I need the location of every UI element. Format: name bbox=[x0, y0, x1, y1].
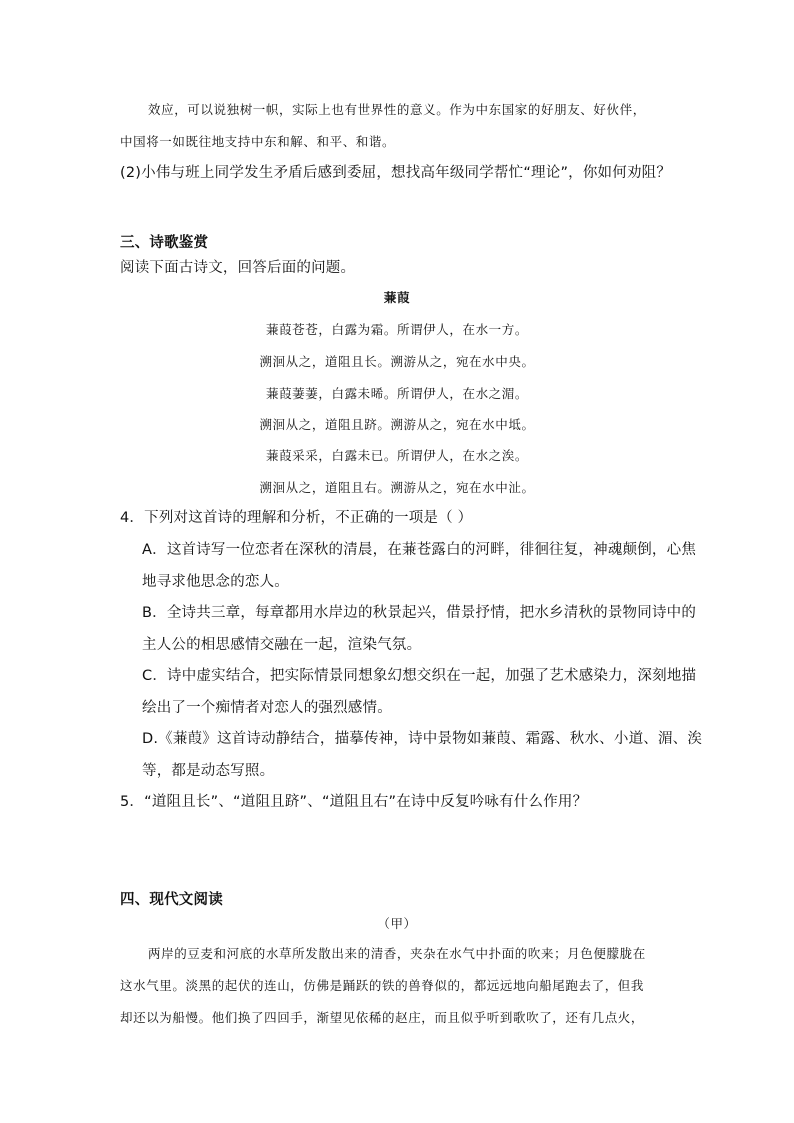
question-5: 5．“道阻且长”、“道阻且跻”、“道阻且右”在诗中反复吟咏有什么作用？ bbox=[120, 794, 588, 810]
section-heading-poetry: 三、诗歌鉴赏 bbox=[120, 235, 209, 251]
passage-label: （甲） bbox=[377, 916, 417, 931]
poem-title: 蒹葭 bbox=[383, 290, 411, 305]
option-c: C．诗中虚实结合，把实际情景同想象幻想交织在一起，加强了艺术感染力，深刻地描 bbox=[142, 668, 697, 684]
poem-line: 蒹葭苍苍，白露为霜。所谓伊人，在水一方。 bbox=[265, 322, 528, 337]
poem-line: 溯洄从之，道阻且右。溯游从之，宛在水中沚。 bbox=[259, 480, 535, 495]
passage-line: 却还以为船慢。他们换了四回手，渐望见依稀的赵庄，而且似乎听到歌吹了，还有几点火， bbox=[120, 1010, 645, 1025]
section-heading-modern-reading: 四、现代文阅读 bbox=[120, 892, 223, 908]
poem-line: 溯洄从之，道阻且跻。溯游从之，宛在水中坻。 bbox=[259, 417, 535, 432]
option-d: D.《蒹葭》这首诗动静结合，描摹传神，诗中景物如蒹葭、霜露、秋水、小道、湄、涘 bbox=[142, 731, 703, 747]
option-a: A．这首诗写一位恋者在深秋的清晨，在蒹苍露白的河畔，徘徊往复，神魂颠倒，心焦 bbox=[142, 542, 697, 558]
answer-line: 效应，可以说独树一帜，实际上也有世界性的意义。作为中东国家的好朋友、好伙伴， bbox=[148, 102, 646, 117]
option-b-cont: 主人公的相思感情交融在一起，渲染气氛。 bbox=[142, 637, 422, 653]
poem-line: 蒹葭采采，白露未已。所谓伊人，在水之涘。 bbox=[265, 448, 528, 463]
option-a-cont: 地寻求他思念的恋人。 bbox=[142, 574, 289, 590]
question-2: (2)小伟与班上同学发生矛盾后感到委屈，想找高年级同学帮忙“理论”，你如何劝阻？ bbox=[120, 165, 672, 181]
option-d-cont: 等，都是动态写照。 bbox=[142, 763, 275, 779]
passage-line: 两岸的豆麦和河底的水草所发散出来的清香，夹杂在水气中扑面的吹来；月色便朦胧在 bbox=[148, 946, 646, 961]
answer-line: 中国将一如既往地支持中东和解、和平、和谐。 bbox=[120, 134, 396, 149]
poem-line: 蒹葭萋萋，白露未晞。所谓伊人，在水之湄。 bbox=[265, 386, 528, 401]
passage-line: 这水气里。淡黑的起伏的连山，仿佛是踊跃的铁的兽脊似的，都远远地向船尾跑去了，但我 bbox=[120, 978, 645, 993]
poem-line: 溯洄从之，道阻且长。溯游从之，宛在水中央。 bbox=[259, 354, 535, 369]
option-c-cont: 绘出了一个痴情者对恋人的强烈感情。 bbox=[142, 700, 392, 716]
question-4-stem: 4．下列对这首诗的理解和分析，不正确的一项是（ ） bbox=[120, 510, 473, 526]
section-instruction: 阅读下面古诗文，回答后面的问题。 bbox=[120, 260, 356, 276]
option-b: B．全诗共三章，每章都用水岸边的秋景起兴，借景抒情，把水乡清秋的景物同诗中的 bbox=[142, 605, 697, 621]
